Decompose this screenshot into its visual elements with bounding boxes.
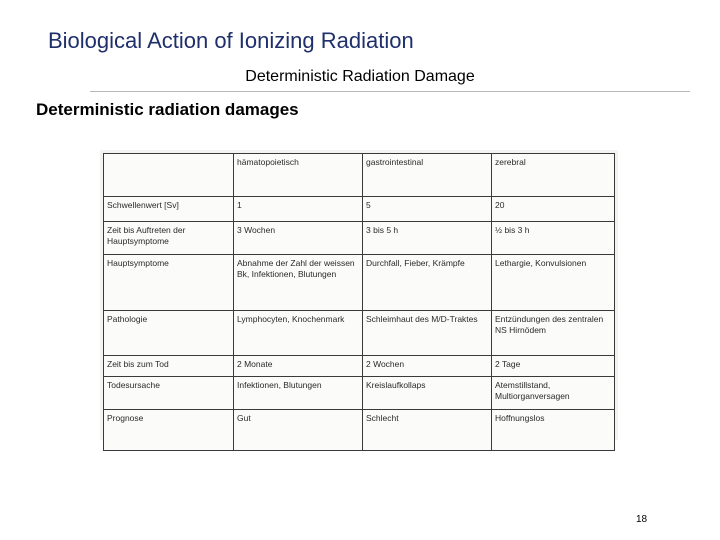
table-header-cell (104, 154, 234, 197)
table-row-label: Hauptsymptome (104, 255, 234, 311)
table-cell: Durchfall, Fieber, Krämpfe (363, 255, 492, 311)
table-row (104, 197, 615, 222)
slide-subtitle: Deterministic Radiation Damage (245, 68, 475, 85)
table-cell: Schlecht (363, 410, 492, 451)
table-row (104, 377, 615, 410)
table-cell: 3 Wochen (234, 222, 363, 255)
table-cell: 5 (363, 197, 492, 222)
table-cell: Infektionen, Blutungen (234, 377, 363, 410)
table-cell: ½ bis 3 h (492, 222, 615, 255)
table-cell: Hoffnungslos (492, 410, 615, 451)
table-header-cell: gastrointestinal (363, 154, 492, 197)
table-row (104, 255, 615, 311)
table-header-row (104, 154, 615, 197)
table-row (104, 410, 615, 451)
table-row-label: Pathologie (104, 311, 234, 356)
table-cell: 2 Wochen (363, 356, 492, 377)
table-row-label: Zeit bis Auftreten der Hauptsymptome (104, 222, 234, 255)
table-cell: Gut (234, 410, 363, 451)
table-row-label: Schwellenwert [Sv] (104, 197, 234, 222)
table-header-cell: hämatopoietisch (234, 154, 363, 197)
table-row (104, 356, 615, 377)
table-row-label: Prognose (104, 410, 234, 451)
table-cell: Entzündungen des zentralen NS Hirnödem (492, 311, 615, 356)
radiation-damage-table (103, 153, 615, 451)
table-cell: Lymphocyten, Knochenmark (234, 311, 363, 356)
table-cell: Schleimhaut des M/D-Traktes (363, 311, 492, 356)
table-row-label: Zeit bis zum Tod (104, 356, 234, 377)
table-cell: 20 (492, 197, 615, 222)
section-heading: Deterministic radiation damages (36, 100, 299, 119)
slide-title: Biological Action of Ionizing Radiation (48, 28, 414, 53)
table-cell: 2 Monate (234, 356, 363, 377)
title-divider (90, 91, 690, 92)
page-number: 18 (636, 514, 648, 525)
table-row (104, 311, 615, 356)
table-cell: 3 bis 5 h (363, 222, 492, 255)
table-cell: Abnahme der Zahl der weissen Bk, Infektionen, Blutungen (234, 255, 363, 311)
table-row (104, 222, 615, 255)
table-header-cell: zerebral (492, 154, 615, 197)
table-cell: Kreislaufkollaps (363, 377, 492, 410)
table-cell: Atemstillstand, Multiorganversagen (492, 377, 615, 410)
table-cell: 1 (234, 197, 363, 222)
table-cell: Lethargie, Konvulsionen (492, 255, 615, 311)
table-cell: 2 Tage (492, 356, 615, 377)
table-row-label: Todesursache (104, 377, 234, 410)
